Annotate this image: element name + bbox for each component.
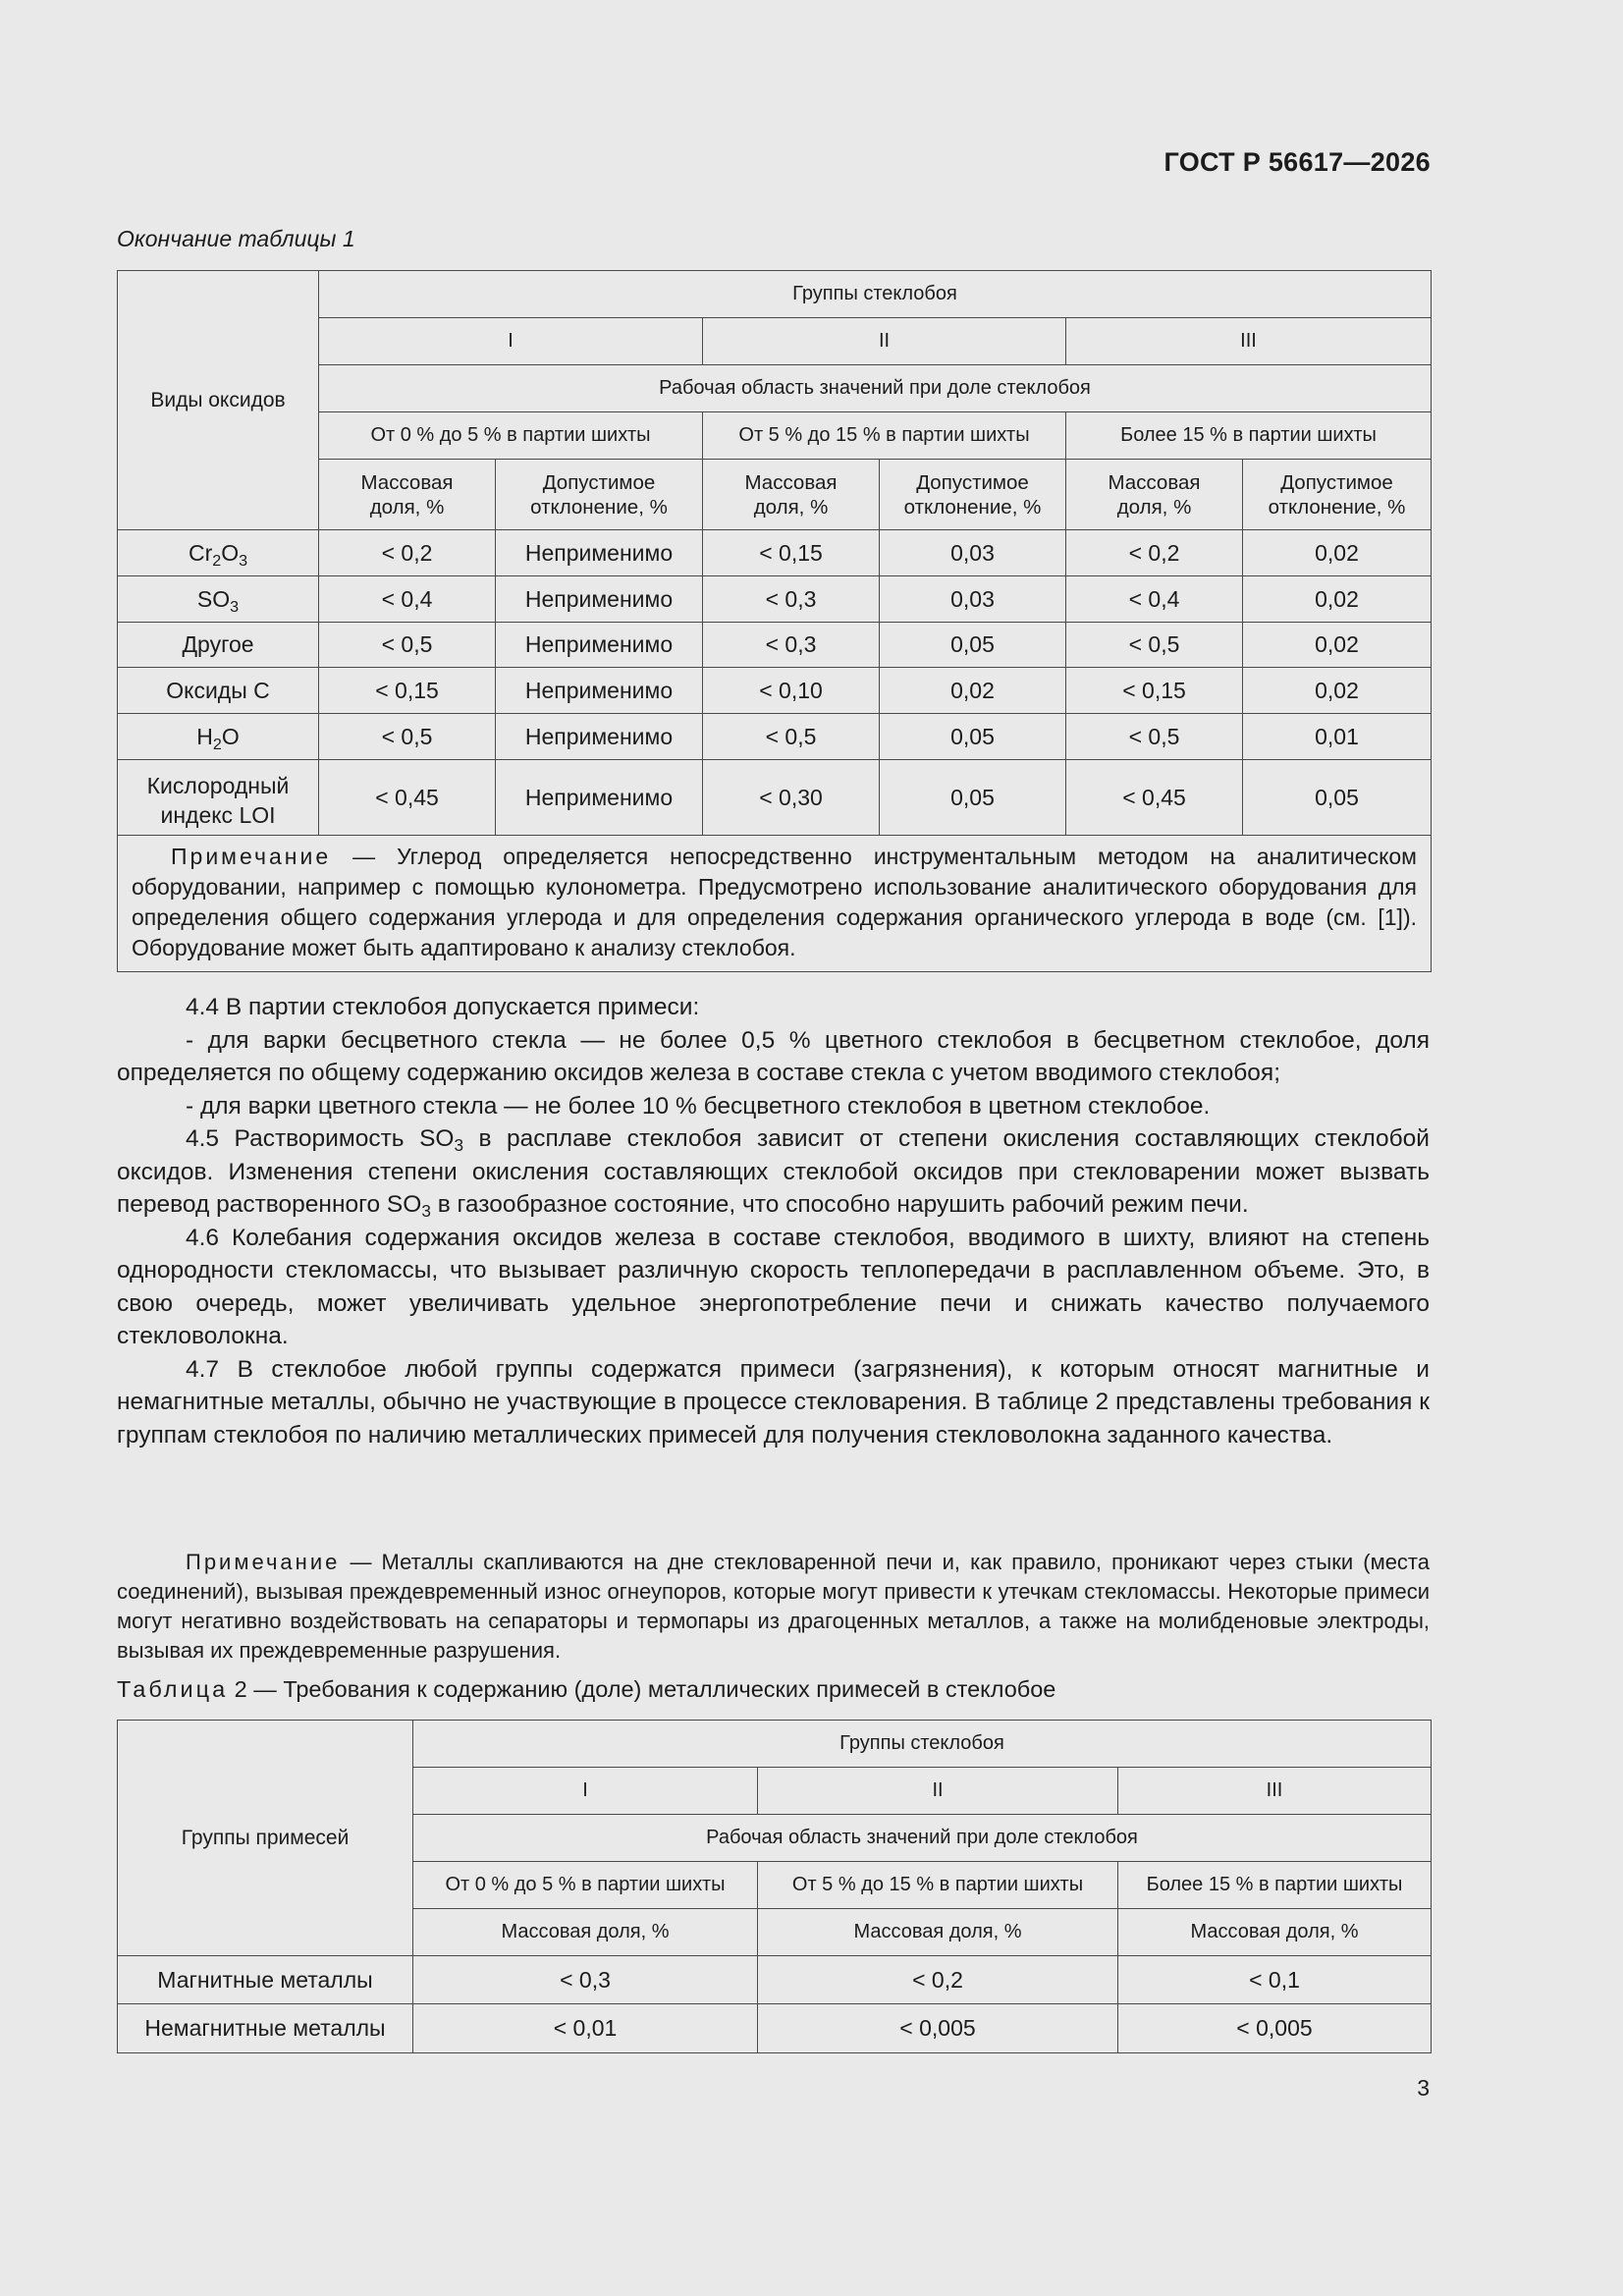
table-cell: < 0,1 xyxy=(1118,1956,1432,2004)
table-cell: < 0,4 xyxy=(319,576,496,623)
table1-deviation-header: Допустимое отклонение, % xyxy=(496,460,703,530)
table1-mass-fraction-header: Массовая доля, % xyxy=(319,460,496,530)
table2-group-label: III xyxy=(1118,1768,1432,1815)
table1-range: От 5 % до 15 % в партии шихты xyxy=(703,412,1066,460)
table2-mass-fraction-header: Массовая доля, % xyxy=(1118,1909,1432,1956)
table-row xyxy=(118,576,1432,623)
table-cell: 0,02 xyxy=(1243,623,1432,668)
table-cell: < 0,30 xyxy=(703,760,880,836)
table-cell: Неприменимо xyxy=(496,530,703,576)
table-cell: < 0,3 xyxy=(413,1956,758,2004)
table2-range: Более 15 % в партии шихты xyxy=(1118,1862,1432,1909)
table1 xyxy=(117,270,1432,972)
table-cell: 0,05 xyxy=(1243,760,1432,836)
table-cell: < 0,005 xyxy=(1118,2004,1432,2053)
table-cell: 0,02 xyxy=(1243,668,1432,714)
table2-range: От 0 % до 5 % в партии шихты xyxy=(413,1862,758,1909)
table1-groups-header: Группы стеклобоя xyxy=(319,271,1432,318)
table-cell: < 0,15 xyxy=(1066,668,1243,714)
table2-group-label: I xyxy=(413,1768,758,1815)
table2-group-label: II xyxy=(758,1768,1118,1815)
table-cell: < 0,01 xyxy=(413,2004,758,2053)
table-cell: < 0,2 xyxy=(758,1956,1118,2004)
impurity-name: Магнитные металлы xyxy=(118,1956,413,2004)
table2-col-groups: Группы примесей xyxy=(118,1721,413,1956)
table-row xyxy=(118,2004,1432,2053)
table-cell: Неприменимо xyxy=(496,668,703,714)
oxide-name: $H_2O$ xyxy=(118,714,319,760)
table-cell: < 0,5 xyxy=(1066,623,1243,668)
table-cell: < 0,5 xyxy=(1066,714,1243,760)
table-cell: Неприменимо xyxy=(496,714,703,760)
table1-working-range: Рабочая область значений при доле стеклобоя xyxy=(319,365,1432,412)
page-number: 3 xyxy=(1417,2075,1430,2101)
table-row xyxy=(118,760,1432,836)
table1-group-label: I xyxy=(319,318,703,365)
table2-groups-header: Группы стеклобоя xyxy=(413,1721,1432,1768)
table-cell: < 0,2 xyxy=(319,530,496,576)
table-cell: 0,05 xyxy=(880,760,1066,836)
standard-code: ГОСТ Р 56617—2026 xyxy=(1163,147,1431,177)
table-cell: < 0,10 xyxy=(703,668,880,714)
oxide-name: Другое xyxy=(118,623,319,668)
paragraph-4-4-item: - для варки бесцветного стекла — не более 0,5 % цветного стеклобоя в бесцветном стеклобое, доля определяется по общему содержанию оксидов железа в составе стекла с учетом вводимого стеклобоя; xyxy=(117,1026,1430,1086)
table-row xyxy=(118,668,1432,714)
oxide-name: $Cr_2O_3$ xyxy=(118,530,319,576)
table-cell: < 0,45 xyxy=(319,760,496,836)
table1-mass-fraction-header: Массовая доля, % xyxy=(1066,460,1243,530)
table2-title: Таблица 2 — Требования к содержанию (доле) металлических примесей в стеклобое xyxy=(117,1676,1056,1702)
table2-range: От 5 % до 15 % в партии шихты xyxy=(758,1862,1118,1909)
table-cell: 0,05 xyxy=(880,623,1066,668)
table1-group-label: II xyxy=(703,318,1066,365)
table-cell: < 0,5 xyxy=(319,623,496,668)
table1-note: Примечание — Углерод определяется непосредственно инструментальным методом на аналитическом оборудовании, например с помощью кулонометра. Предусмотрено использование аналитического оборудования для определения общего содержания углерода и для определения содержания органического углерода в воде (см. [1]). Оборудование может быть адаптировано к анализу стеклобоя. xyxy=(118,836,1432,972)
paragraph-4-5: 4.5 Растворимость $SO_3$ в расплаве стеклобоя зависит от степени окисления составляющих стеклобой оксидов. Изменения степени окисления составляющих стеклобой оксидов при стекловарении может вызвать перевод растворенного $SO_3$ в газообразное состояние, что способно нарушить рабочий режим печи. xyxy=(117,1125,1430,1221)
table-cell: < 0,4 xyxy=(1066,576,1243,623)
note-metals xyxy=(117,1548,1430,1666)
table2 xyxy=(117,1720,1432,2053)
table-cell: < 0,5 xyxy=(703,714,880,760)
table-cell: Неприменимо xyxy=(496,760,703,836)
table-cell: < 0,2 xyxy=(1066,530,1243,576)
table1-deviation-header: Допустимое отклонение, % xyxy=(1243,460,1432,530)
table-cell: 0,02 xyxy=(880,668,1066,714)
table-cell: < 0,005 xyxy=(758,2004,1118,2053)
oxide-name: Кислородный индекс LOI xyxy=(118,760,319,836)
paragraph-4-4: 4.4 В партии стеклобоя допускается примеси: xyxy=(186,994,700,1020)
table-cell: < 0,15 xyxy=(703,530,880,576)
table1-note-row xyxy=(118,836,1432,972)
table-cell: 0,03 xyxy=(880,530,1066,576)
table-row xyxy=(118,1956,1432,2004)
table-row xyxy=(118,623,1432,668)
impurity-name: Немагнитные металлы xyxy=(118,2004,413,2053)
table-cell: < 0,45 xyxy=(1066,760,1243,836)
table-row xyxy=(118,714,1432,760)
paragraph-4-6: 4.6 Колебания содержания оксидов железа в составе стеклобоя, вводимого в шихту, влияют на степень однородности стекломассы, что вызывает различную скорость теплопередачи в расплавленном объеме. Это, в свою очередь, может увеличивать удельное энергопотребление печи и снижать качество получаемого стекловолокна. xyxy=(117,1224,1430,1349)
table1-range: Более 15 % в партии шихты xyxy=(1066,412,1432,460)
table1-continuation-title: Окончание таблицы 1 xyxy=(117,226,355,251)
table-cell: 0,05 xyxy=(880,714,1066,760)
note-metals-text: Примечание — Металлы скапливаются на дне стекловаренной печи и, как правило, проникают через стыки (места соединений), вызывая преждевременный износ огнеупоров, которые могут привести к утечкам стекломассы. Некоторые примеси могут негативно воздействовать на сепараторы и термопары из драгоценных металлов, а также на молибденовые электроды, вызывая их преждевременные разрушения. xyxy=(117,1550,1430,1663)
table2-mass-fraction-header: Массовая доля, % xyxy=(413,1909,758,1956)
table1-group-label: III xyxy=(1066,318,1432,365)
oxide-name: Оксиды С xyxy=(118,668,319,714)
table1-range: От 0 % до 5 % в партии шихты xyxy=(319,412,703,460)
table1-col-oxides: Виды оксидов xyxy=(118,271,319,530)
table-cell: 0,03 xyxy=(880,576,1066,623)
table-cell: Неприменимо xyxy=(496,623,703,668)
table-cell: Неприменимо xyxy=(496,576,703,623)
table-row xyxy=(118,530,1432,576)
table1-deviation-header: Допустимое отклонение, % xyxy=(880,460,1066,530)
table-cell: < 0,3 xyxy=(703,576,880,623)
section-text xyxy=(117,991,1430,1451)
table-cell: 0,01 xyxy=(1243,714,1432,760)
table-cell: 0,02 xyxy=(1243,530,1432,576)
paragraph-4-4-item: - для варки цветного стекла — не более 10 % бесцветного стеклобоя в цветном стеклобое. xyxy=(186,1092,1211,1120)
table-cell: < 0,5 xyxy=(319,714,496,760)
table-cell: 0,02 xyxy=(1243,576,1432,623)
table-cell: < 0,15 xyxy=(319,668,496,714)
table1-mass-fraction-header: Массовая доля, % xyxy=(703,460,880,530)
paragraph-4-7: 4.7 В стеклобое любой группы содержатся примеси (загрязнения), к которым относят магнитные и немагнитные металлы, обычно не участвующие в процессе стекловарения. В таблице 2 представлены требования к группам стеклобоя по наличию металлических примесей для получения стекловолокна заданного качества. xyxy=(117,1355,1430,1449)
oxide-name: $SO_3$ xyxy=(118,576,319,623)
table-cell: < 0,3 xyxy=(703,623,880,668)
table2-mass-fraction-header: Массовая доля, % xyxy=(758,1909,1118,1956)
table2-working-range: Рабочая область значений при доле стеклобоя xyxy=(413,1815,1432,1862)
